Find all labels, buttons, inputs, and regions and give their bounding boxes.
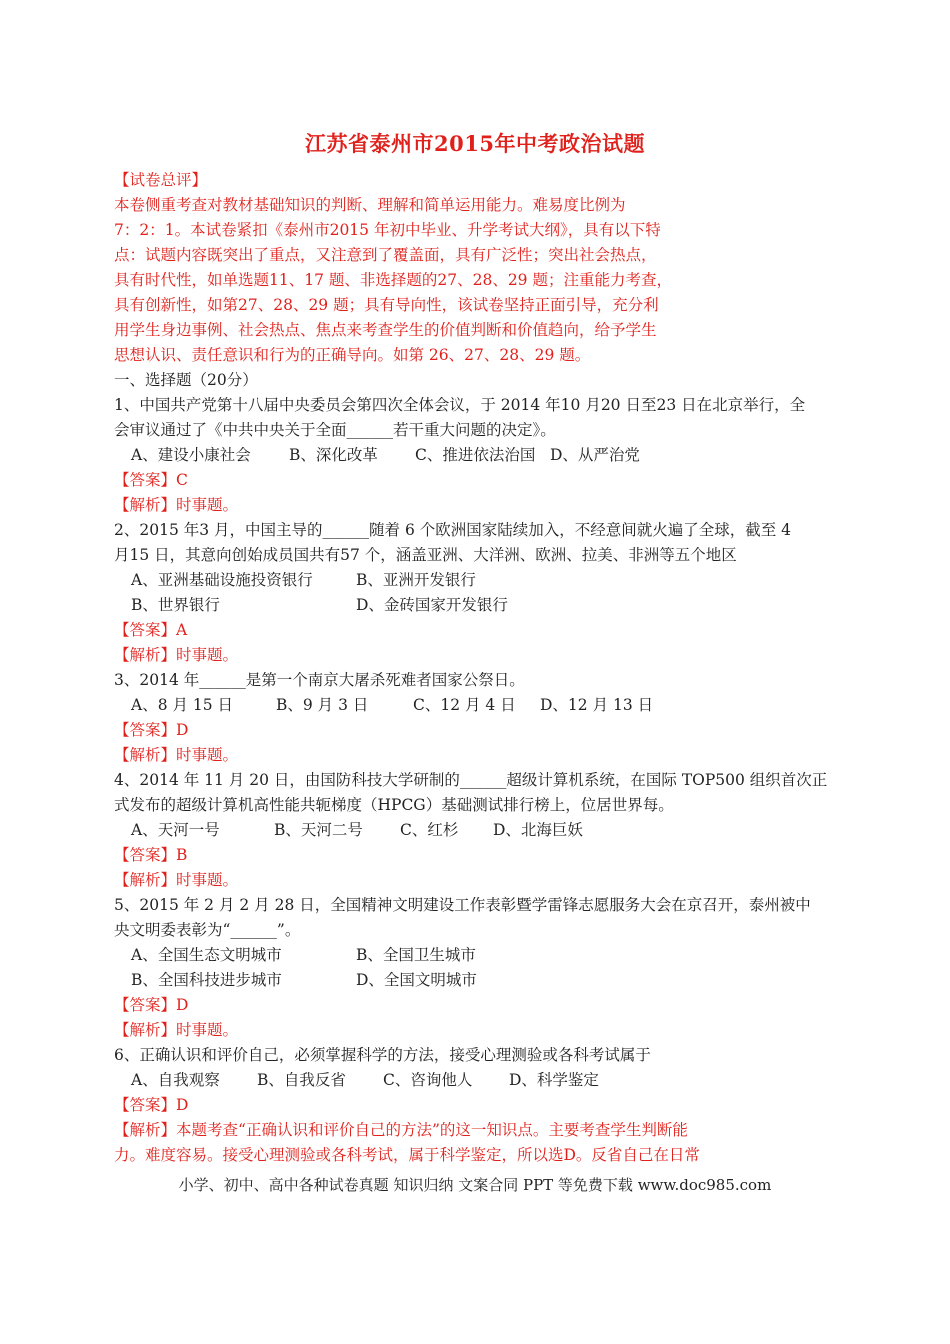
analysis-text: 本题考查“正确认识和评价自己的方法”的这一知识点。主要考查学生判断能 — [176, 1121, 688, 1139]
option-item: D、全国文明城市 — [356, 971, 477, 989]
review-line: 7：2：1。本试卷紧扣《泰州市2015 年初中毕业、升学考试大纲》，具有以下特 — [114, 221, 661, 239]
answer-line — [114, 618, 844, 643]
page-footer: 小学、初中、高中各种试卷真题 知识归纳 文案合同 PPT 等免费下载 www.doc985.com — [178, 1176, 772, 1194]
analysis-label: 【解析】 — [114, 496, 177, 514]
analysis-text: 时事题。 — [176, 646, 239, 664]
review-line: 思想认识、责任意识和行为的正确导向。如第 26、27、28、29 题。 — [114, 346, 591, 364]
option-item: C、红杉 — [400, 821, 459, 839]
analysis-label: 【解析】 — [114, 871, 177, 889]
option-item: B、全国科技进步城市 — [131, 971, 282, 989]
analysis-text: 时事题。 — [176, 496, 239, 514]
answer-line — [114, 718, 844, 743]
analysis-label: 【解析】 — [114, 746, 177, 764]
answer-label: 【答案】 — [114, 996, 177, 1014]
answer-value: A — [176, 621, 188, 639]
analysis-line — [114, 743, 844, 768]
review-line: 用学生身边事例、社会热点、焦点来考查学生的价值判断和价值趋向，给予学生 — [114, 321, 657, 339]
review-line: 具有时代性，如单选题11、17 题、非选择题的27、28、29 题；注重能力考查， — [114, 271, 672, 289]
option-item: A、亚洲基础设施投资银行 — [131, 571, 313, 589]
option-item: B、9 月 3 日 — [276, 696, 369, 714]
analysis-line — [114, 643, 844, 668]
analysis-line — [114, 493, 844, 518]
option-item: C、推进依法治国 — [415, 446, 536, 464]
analysis-text: 时事题。 — [176, 871, 239, 889]
option-item: B、亚洲开发银行 — [356, 571, 476, 589]
answer-label: 【答案】 — [114, 621, 177, 639]
exam-content — [114, 168, 844, 1168]
analysis-line — [114, 1143, 844, 1168]
section-heading: 一、选择题（20分） — [114, 371, 258, 389]
answer-value: D — [176, 1096, 189, 1114]
answer-value: D — [176, 996, 189, 1014]
options-row — [114, 693, 844, 718]
options-row — [114, 1068, 844, 1093]
answer-label: 【答案】 — [114, 846, 177, 864]
question-text: 月15 日，其意向创始成员国共有57 个，涵盖亚洲、大洋洲、欧洲、拉美、非洲等五个地区 — [114, 546, 737, 564]
question-text: 会审议通过了《中共中央关于全面______若干重大问题的决定》。 — [114, 421, 556, 439]
analysis-line — [114, 868, 844, 893]
answer-line — [114, 993, 844, 1018]
analysis-label: 【解析】 — [114, 646, 177, 664]
option-item: D、12 月 13 日 — [540, 696, 654, 714]
answer-label: 【答案】 — [114, 721, 177, 739]
option-item: B、世界银行 — [131, 596, 220, 614]
question-text: 1、中国共产党第十八届中央委员会第四次全体会议，于 2014 年10 月20 日至23 日在北京举行，全 — [114, 396, 806, 414]
answer-line — [114, 468, 844, 493]
answer-line — [114, 1093, 844, 1118]
question-text: 央文明委表彰为“______”。 — [114, 921, 301, 939]
option-item: D、从严治党 — [550, 446, 640, 464]
review-line: 点：试题内容既突出了重点，又注意到了覆盖面，具有广泛性；突出社会热点， — [114, 246, 657, 264]
analysis-label: 【解析】 — [114, 1021, 177, 1039]
option-item: C、12 月 4 日 — [413, 696, 516, 714]
answer-label: 【答案】 — [114, 471, 177, 489]
option-item: A、全国生态文明城市 — [131, 946, 282, 964]
option-item: A、建设小康社会 — [131, 446, 251, 464]
analysis-line — [114, 1018, 844, 1043]
page-title: 江苏省泰州市2015年中考政治试题 — [305, 131, 645, 156]
option-item: A、天河一号 — [131, 821, 220, 839]
analysis-text: 时事题。 — [176, 1021, 239, 1039]
question-text: 3、2014 年______是第一个南京大屠杀死难者国家公祭日。 — [114, 671, 525, 689]
option-item: B、自我反省 — [257, 1071, 346, 1089]
analysis-line — [114, 1118, 844, 1143]
question-text: 5、2015 年 2 月 2 月 28 日，全国精神文明建设工作表彰暨学雷锋志愿服务大会在京召开，泰州被中 — [114, 896, 811, 914]
answer-line — [114, 843, 844, 868]
option-item: A、8 月 15 日 — [131, 696, 234, 714]
review-line: 本卷侧重考查对教材基础知识的判断、理解和简单运用能力。难易度比例为 — [114, 196, 626, 214]
option-item: D、金砖国家开发银行 — [356, 596, 508, 614]
answer-value: D — [176, 721, 189, 739]
options-row — [114, 568, 844, 593]
option-item: A、自我观察 — [131, 1071, 220, 1089]
option-item: B、深化改革 — [289, 446, 378, 464]
analysis-text: 时事题。 — [176, 746, 239, 764]
option-item: D、北海巨妖 — [493, 821, 583, 839]
review-heading: 【试卷总评】 — [114, 171, 208, 189]
question-text: 4、2014 年 11 月 20 日，由国防科技大学研制的______超级计算机系统，在国际 TOP500 组织首次正 — [114, 771, 828, 789]
answer-value: B — [176, 846, 188, 864]
option-item: D、科学鉴定 — [509, 1071, 599, 1089]
analysis-label: 【解析】 — [114, 1121, 177, 1139]
option-item: B、天河二号 — [274, 821, 363, 839]
answer-value: C — [176, 471, 188, 489]
options-row — [114, 443, 844, 468]
options-row — [114, 593, 844, 618]
options-row — [114, 968, 844, 993]
option-item: B、全国卫生城市 — [356, 946, 476, 964]
question-text: 2、2015 年3 月，中国主导的______随着 6 个欧洲国家陆续加入，不经意间就火遍了全球，截至 4 — [114, 521, 792, 539]
analysis-text: 力。难度容易。接受心理测验或各科考试，属于科学鉴定，所以选D。反省自己在日常 — [114, 1146, 700, 1164]
question-text: 式发布的超级计算机高性能共轭梯度（HPCG）基础测试排行榜上，位居世界每。 — [114, 796, 674, 814]
question-text: 6、正确认识和评价自己，必须掌握科学的方法，接受心理测验或各科考试属于 — [114, 1046, 651, 1064]
answer-label: 【答案】 — [114, 1096, 177, 1114]
options-row — [114, 818, 844, 843]
option-item: C、咨询他人 — [383, 1071, 473, 1089]
review-line: 具有创新性，如第27、28、29 题；具有导向性，该试卷坚持正面引导，充分利 — [114, 296, 659, 314]
options-row — [114, 943, 844, 968]
